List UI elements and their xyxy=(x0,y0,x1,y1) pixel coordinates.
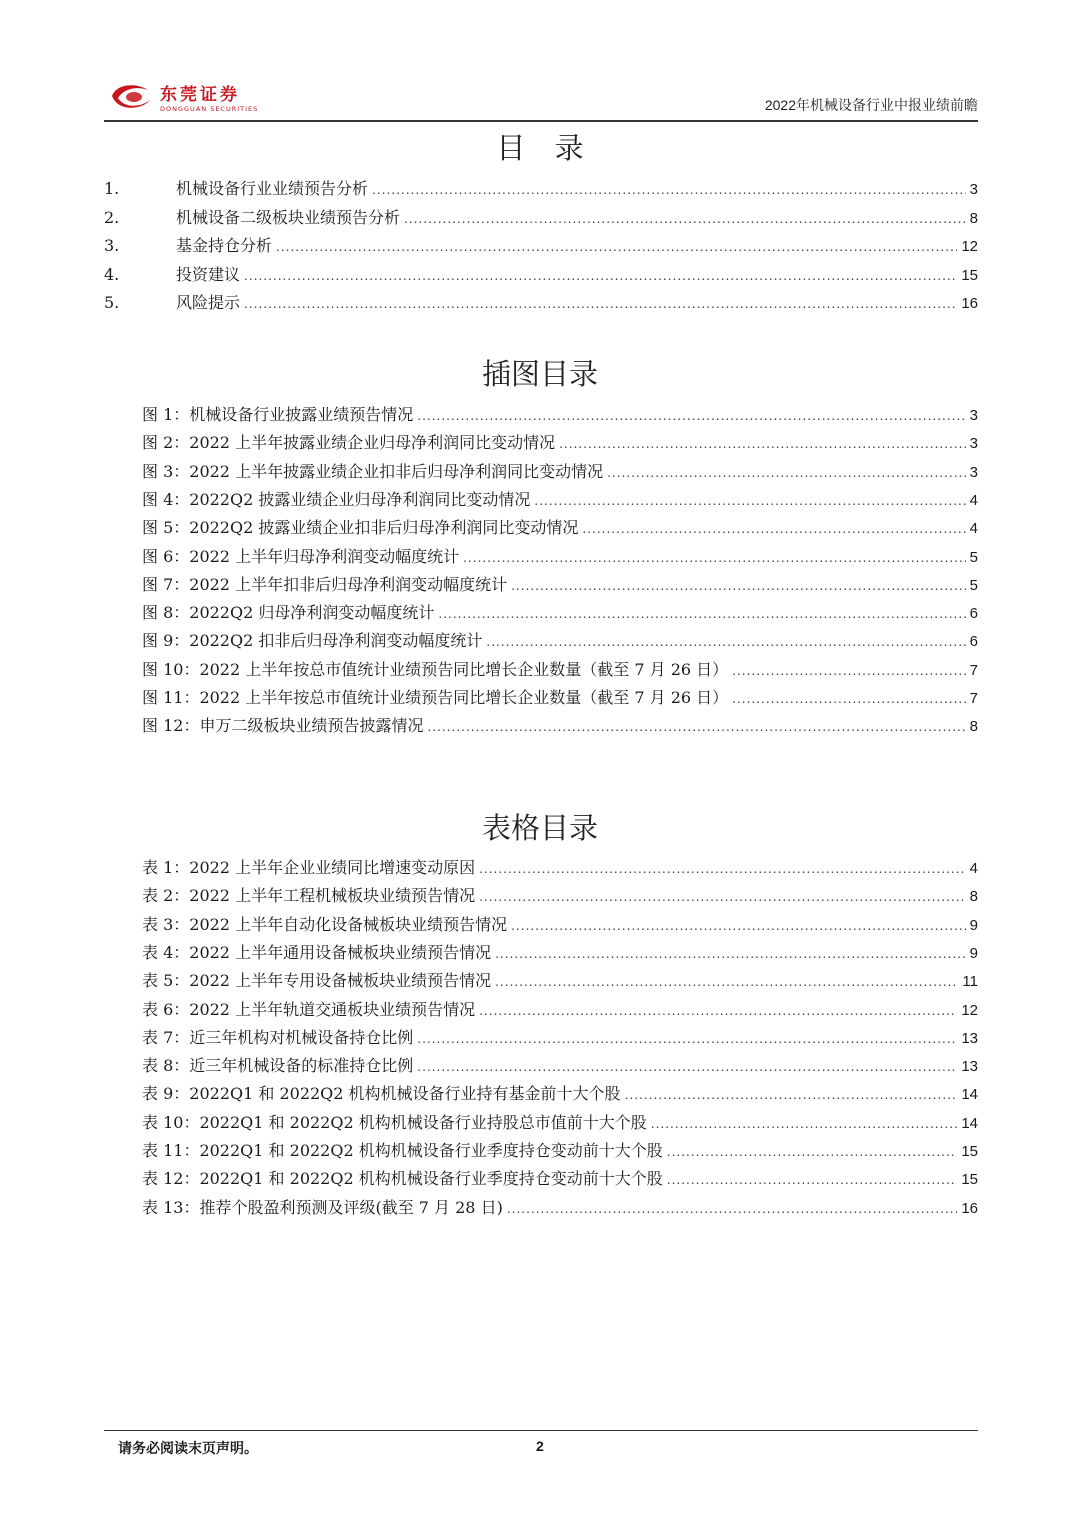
entry-text[interactable]: 投资建议 xyxy=(176,264,241,284)
figures-entry[interactable] xyxy=(142,657,978,683)
figures-entry[interactable] xyxy=(142,572,978,598)
entry-page-number[interactable]: 9 xyxy=(969,944,978,962)
entry-text[interactable]: 表 11：2022Q1 和 2022Q2 机构机械设备行业季度持仓变动前十大个股 xyxy=(142,1141,663,1160)
entry-page-number[interactable]: 8 xyxy=(969,888,978,906)
figures-entry[interactable] xyxy=(142,430,978,456)
tables-entry[interactable] xyxy=(142,1025,978,1051)
figures-entry[interactable] xyxy=(142,685,978,711)
entry-page-number[interactable]: 15 xyxy=(961,1143,978,1160)
dot-leader xyxy=(732,658,966,684)
entry-page-number[interactable]: 15 xyxy=(961,266,978,284)
dot-leader xyxy=(625,1082,958,1108)
tables-entry[interactable] xyxy=(142,912,978,938)
entry-page-number[interactable]: 4 xyxy=(969,491,978,509)
entry-page-number[interactable]: 6 xyxy=(969,633,978,651)
page-number: 2 xyxy=(536,1438,544,1454)
entry-number: 5. xyxy=(104,293,120,312)
tables-entry[interactable] xyxy=(142,855,978,881)
footer-disclaimer: 请务必阅读末页声明。 xyxy=(118,1440,258,1456)
dot-leader xyxy=(559,431,966,457)
entry-page-number[interactable]: 5 xyxy=(969,548,978,566)
entry-text[interactable]: 表 3：2022 上半年自动化设备械板块业绩预告情况 xyxy=(142,914,508,934)
tables-entry[interactable] xyxy=(142,940,978,966)
entry-number: 2. xyxy=(104,207,120,227)
dot-leader xyxy=(276,234,957,260)
entry-number: 1. xyxy=(104,179,120,198)
tables-entry[interactable] xyxy=(142,883,978,909)
entry-text[interactable]: 图 11：2022 上半年按总市值统计业绩预告同比增长企业数量（截至 7 月 26 日） xyxy=(142,688,729,707)
figures-entry[interactable] xyxy=(142,544,978,570)
dot-leader xyxy=(582,516,965,542)
toc-entry[interactable] xyxy=(104,290,978,316)
entry-text[interactable]: 图 7：2022 上半年扣非后归母净利润变动幅度统计 xyxy=(142,574,508,594)
svg-text:DONGGUAN SECURITIES: DONGGUAN SECURITIES xyxy=(160,105,259,113)
dot-leader xyxy=(732,686,966,712)
entry-page-number[interactable]: 5 xyxy=(969,576,978,594)
tables-entry[interactable] xyxy=(142,997,978,1023)
entry-page-number[interactable]: 6 xyxy=(969,605,978,623)
entry-page-number[interactable]: 3 xyxy=(969,463,978,481)
dot-leader xyxy=(667,1139,958,1165)
figures-entry[interactable] xyxy=(142,402,978,428)
entry-text[interactable]: 机械设备二级板块业绩预告分析 xyxy=(176,207,401,227)
dot-leader xyxy=(438,601,965,627)
dot-leader xyxy=(479,884,966,910)
entry-page-number[interactable]: 8 xyxy=(969,718,978,736)
entry-text[interactable]: 图 12：申万二级板块业绩预告披露情况 xyxy=(142,716,424,736)
dot-leader xyxy=(244,291,957,317)
dot-leader xyxy=(372,177,966,203)
dot-leader xyxy=(511,913,966,939)
svg-text:东莞证券: 东莞证券 xyxy=(160,85,240,105)
dot-leader xyxy=(417,1054,957,1080)
dot-leader xyxy=(511,573,966,599)
tables-entry[interactable] xyxy=(142,1053,978,1079)
dot-leader xyxy=(507,1196,957,1222)
dot-leader xyxy=(417,403,965,429)
entry-text[interactable]: 表 1：2022 上半年企业业绩同比增速变动原因 xyxy=(142,858,476,877)
entry-page-number[interactable]: 11 xyxy=(962,973,978,991)
dot-leader xyxy=(417,1026,957,1052)
dot-leader xyxy=(479,998,957,1024)
entry-text[interactable]: 表 13：推荐个股盈利预测及评级(截至 7 月 28 日) xyxy=(142,1197,503,1217)
entry-text[interactable]: 图 6：2022 上半年归母净利润变动幅度统计 xyxy=(142,546,460,566)
tables-entry[interactable] xyxy=(142,968,978,994)
entry-page-number[interactable]: 12 xyxy=(961,238,978,255)
entry-text[interactable]: 表 12：2022Q1 和 2022Q2 机构机械设备行业季度持仓变动前十大个股 xyxy=(142,1169,663,1189)
entry-number: 4. xyxy=(104,264,120,284)
dot-leader xyxy=(667,1167,958,1193)
entry-page-number[interactable]: 14 xyxy=(961,1114,978,1132)
entry-page-number[interactable]: 7 xyxy=(969,690,978,707)
entry-text[interactable]: 表 4：2022 上半年通用设备械板块业绩预告情况 xyxy=(142,942,492,962)
dot-leader xyxy=(495,941,966,967)
dot-leader xyxy=(244,263,957,289)
dot-leader xyxy=(495,969,958,995)
entry-text[interactable]: 图 4：2022Q2 披露业绩企业归母净利润同比变动情况 xyxy=(142,489,531,509)
dot-leader xyxy=(607,460,966,486)
page-header xyxy=(104,72,978,122)
toc-title: 目 录 xyxy=(496,131,584,165)
toc-entry[interactable] xyxy=(104,233,978,259)
figures-entry[interactable] xyxy=(142,459,978,485)
dot-leader xyxy=(651,1111,958,1137)
entry-text[interactable]: 表 7：近三年机构对机械设备持仓比例 xyxy=(142,1027,414,1047)
entry-text[interactable]: 表 5：2022 上半年专用设备械板块业绩预告情况 xyxy=(142,971,492,991)
toc-entry[interactable] xyxy=(104,176,978,202)
entry-page-number[interactable]: 16 xyxy=(961,1199,978,1217)
dongguan-securities-logo xyxy=(108,78,298,114)
entry-page-number[interactable]: 3 xyxy=(969,435,978,453)
report-title: 2022年机械设备行业中报业绩前瞻 xyxy=(764,97,978,113)
entry-text[interactable]: 机械设备行业业绩预告分析 xyxy=(176,179,369,198)
entry-text[interactable]: 表 8：近三年机械设备的标准持仓比例 xyxy=(142,1056,414,1076)
tables-entry[interactable] xyxy=(142,1166,978,1192)
entry-text[interactable]: 风险提示 xyxy=(176,293,241,312)
entry-text[interactable]: 图 8：2022Q2 归母净利润变动幅度统计 xyxy=(142,603,435,623)
entry-page-number[interactable]: 3 xyxy=(969,181,978,198)
dot-leader xyxy=(479,856,966,882)
figures-entry[interactable] xyxy=(142,628,978,654)
entry-text[interactable]: 图 3：2022 上半年披露业绩企业扣非后归母净利润同比变动情况 xyxy=(142,461,604,481)
entry-text[interactable]: 表 10：2022Q1 和 2022Q2 机构机械设备行业持股总市值前十大个股 xyxy=(142,1112,647,1132)
entry-page-number[interactable]: 8 xyxy=(969,209,978,227)
figures-entry[interactable] xyxy=(142,713,978,739)
dot-leader xyxy=(486,629,965,655)
entry-text[interactable]: 表 2：2022 上半年工程机械板块业绩预告情况 xyxy=(142,886,476,906)
toc-entry[interactable] xyxy=(104,205,978,231)
entry-page-number[interactable]: 12 xyxy=(961,1001,978,1019)
dot-leader xyxy=(534,488,965,514)
entry-text[interactable]: 图 1：机械设备行业披露业绩预告情况 xyxy=(142,405,414,424)
tables-title: 表格目录 xyxy=(481,811,598,845)
footer-rule xyxy=(104,1430,978,1431)
dot-leader xyxy=(404,206,966,232)
entry-page-number[interactable]: 7 xyxy=(969,661,978,679)
entry-text[interactable]: 图 9：2022Q2 扣非后归母净利润变动幅度统计 xyxy=(142,631,483,651)
entry-page-number[interactable]: 16 xyxy=(961,295,978,312)
entry-text[interactable]: 表 6：2022 上半年轨道交通板块业绩预告情况 xyxy=(142,999,476,1019)
entry-page-number[interactable]: 13 xyxy=(961,1058,978,1076)
entry-text[interactable]: 基金持仓分析 xyxy=(176,236,273,255)
tables-entry[interactable] xyxy=(142,1081,978,1107)
entry-text[interactable]: 表 9：2022Q1 和 2022Q2 机构机械设备行业持有基金前十大个股 xyxy=(142,1084,621,1104)
toc-entry[interactable] xyxy=(104,262,978,288)
entry-page-number[interactable]: 9 xyxy=(969,916,978,934)
entry-page-number[interactable]: 15 xyxy=(961,1171,978,1189)
entry-page-number[interactable]: 4 xyxy=(969,520,978,538)
figures-title: 插图目录 xyxy=(481,357,598,391)
figures-entry[interactable] xyxy=(142,600,978,626)
entry-page-number[interactable]: 13 xyxy=(961,1029,978,1047)
entry-text[interactable]: 图 5：2022Q2 披露业绩企业扣非后归母净利润同比变动情况 xyxy=(142,518,579,538)
entry-page-number[interactable]: 4 xyxy=(969,860,978,877)
tables-entry[interactable] xyxy=(142,1110,978,1136)
dot-leader xyxy=(463,545,966,571)
tables-entry[interactable] xyxy=(142,1195,978,1221)
entry-number: 3. xyxy=(104,236,120,255)
figures-entry[interactable] xyxy=(142,515,978,541)
entry-page-number[interactable]: 14 xyxy=(961,1086,978,1104)
tables-entry[interactable] xyxy=(142,1138,978,1164)
entry-text[interactable]: 图 2：2022 上半年披露业绩企业归母净利润同比变动情况 xyxy=(142,433,556,453)
entry-page-number[interactable]: 3 xyxy=(969,407,978,424)
dot-leader xyxy=(427,714,965,740)
figures-entry[interactable] xyxy=(142,487,978,513)
entry-text[interactable]: 图 10：2022 上半年按总市值统计业绩预告同比增长企业数量（截至 7 月 26 日） xyxy=(142,659,729,679)
